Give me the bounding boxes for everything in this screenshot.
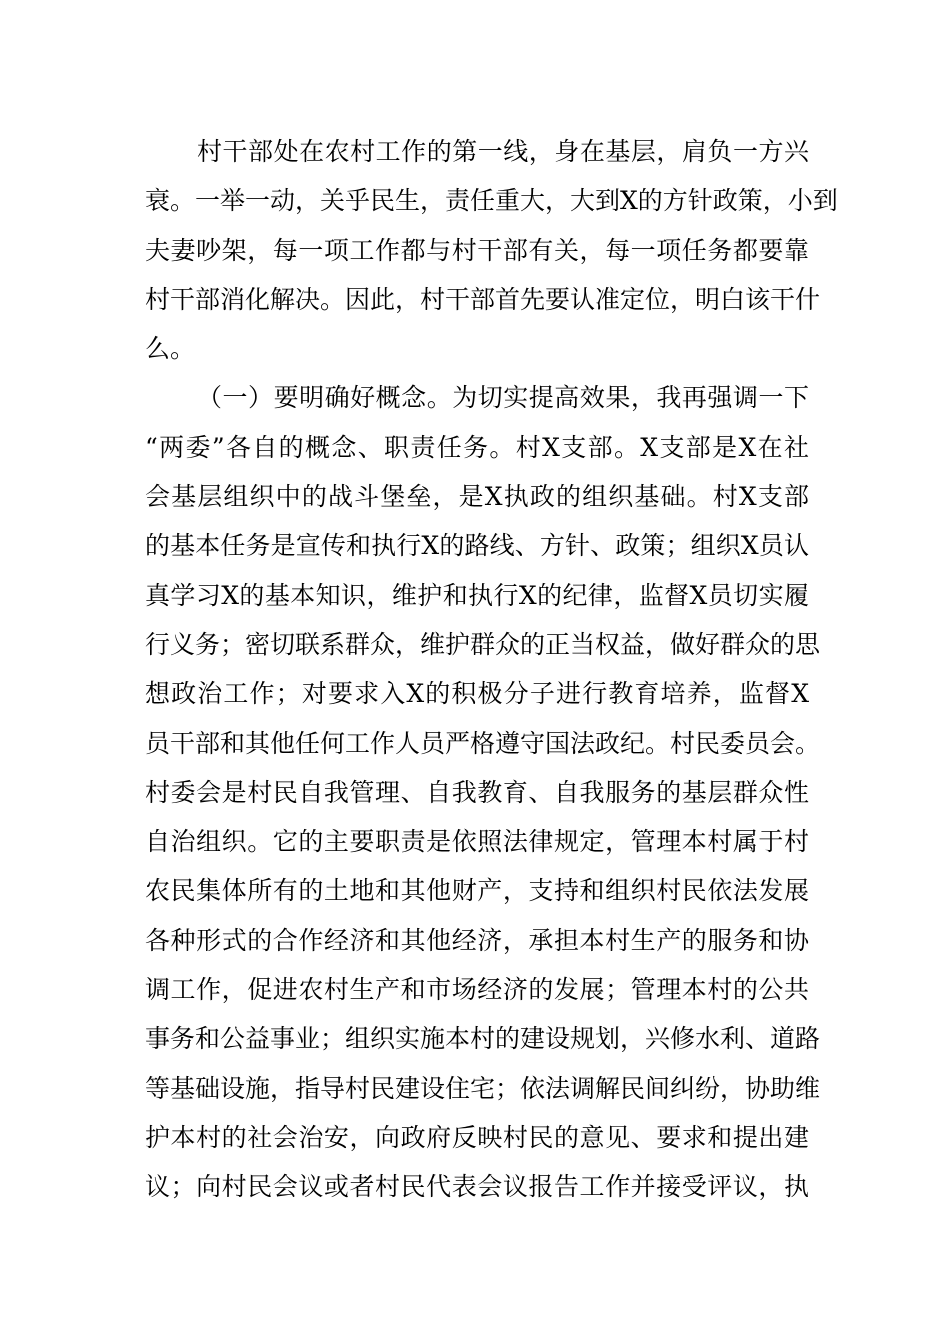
text-line: 么。 [145, 334, 196, 364]
text-line: 村干部处在农村工作的第一线，身在基层，肩负一方兴 [197, 137, 809, 166]
text-line: 调工作，促进农村生产和市场经济的发展；管理本村的公共 [145, 975, 809, 1005]
text-line: 想政治工作；对要求入X的积极分子进行教育培养，监督X [145, 679, 809, 709]
text-line: 村干部消化解决。因此，村干部首先要认准定位，明白该干什 [145, 284, 821, 314]
text-line: 行义务；密切联系群众，维护群众的正当权益，做好群众的思 [145, 629, 821, 659]
text-line: 会基层组织中的战斗堡垒，是X执政的组织基础。村X支部 [145, 482, 809, 512]
paragraph-cadre-role [145, 127, 838, 373]
text-line: 事务和公益事业；组织实施本村的建设规划，兴修水利、道路 [145, 1024, 821, 1054]
text-line: 议；向村民会议或者村民代表会议报告工作并接受评议，执 [145, 1172, 809, 1202]
text-line: 的基本任务是宣传和执行X的路线、方针、政策；组织X员认 [145, 531, 809, 561]
text-line: “两委”各自的概念、职责任务。村X支部。X支部是X在社 [145, 432, 809, 462]
text-line: 衰。一举一动，关乎民生，责任重大，大到X的方针政策，小到 [145, 186, 838, 216]
text-line: 夫妻吵架，每一项工作都与村干部有关，每一项任务都要靠 [145, 235, 809, 265]
text-line: 护本村的社会治安，向政府反映村民的意见、要求和提出建 [145, 1122, 809, 1152]
text-line: （一）要明确好概念。为切实提高效果，我再强调一下 [197, 383, 809, 413]
text-line: 员干部和其他任何工作人员严格遵守国法政纪。村民委员会。 [145, 728, 821, 758]
text-line: 自治组织。它的主要职责是依照法律规定，管理本村属于村 [145, 827, 809, 857]
text-line: 等基础设施，指导村民建设住宅；依法调解民间纠纷，协助维 [145, 1073, 821, 1103]
paragraph-concepts [145, 373, 821, 1211]
text-line: 农民集体所有的土地和其他财产，支持和组织村民依法发展 [145, 876, 809, 906]
document-body [145, 127, 838, 1212]
text-line: 村委会是村民自我管理、自我教育、自我服务的基层群众性 [145, 777, 809, 807]
text-line: 各种形式的合作经济和其他经济，承担本村生产的服务和协 [145, 925, 809, 955]
text-line: 真学习X的基本知识，维护和执行X的纪律，监督X员切实履 [145, 580, 809, 610]
